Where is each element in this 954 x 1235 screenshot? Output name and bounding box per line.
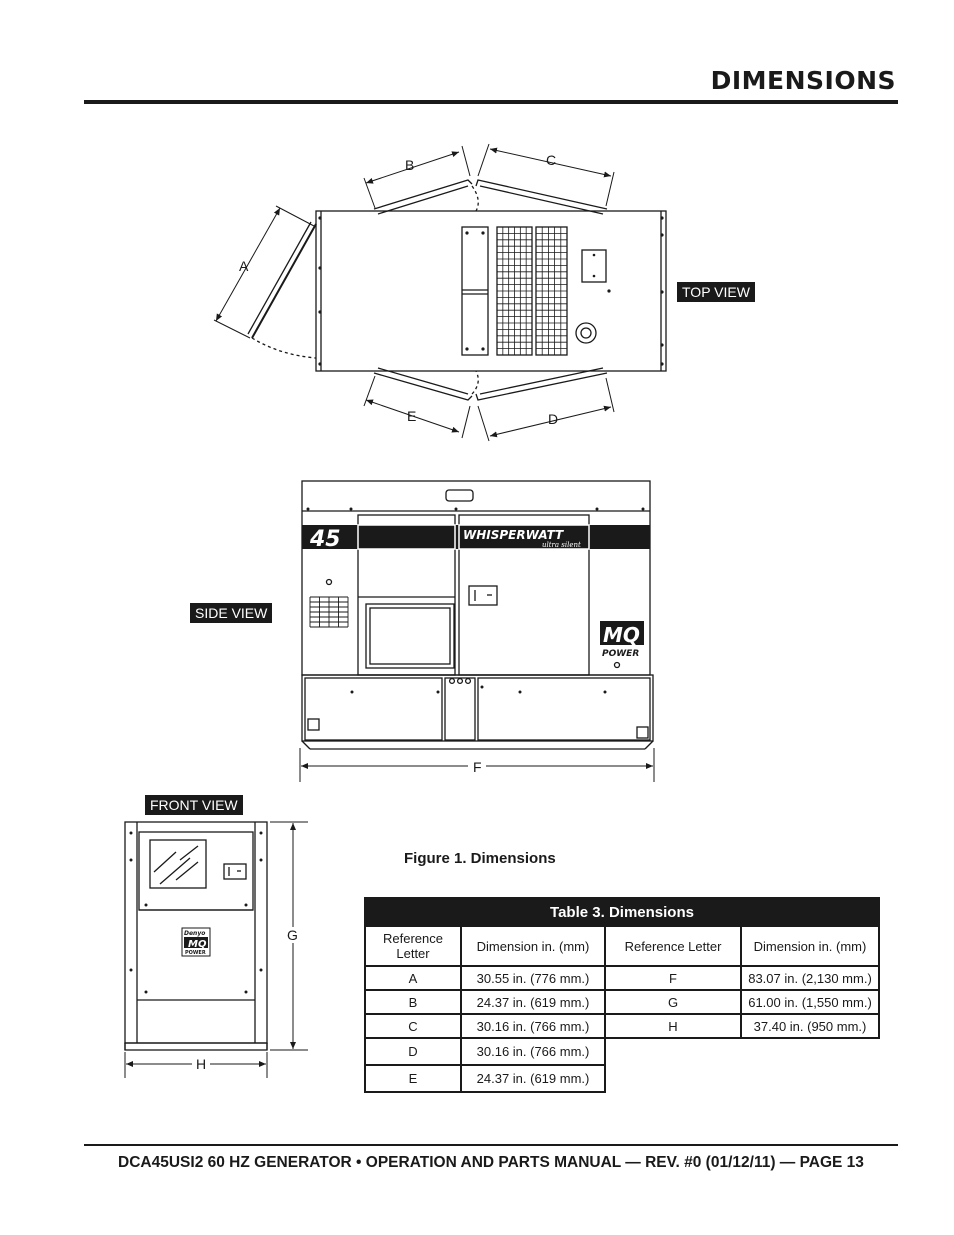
table-header: Dimension in. (mm)	[741, 926, 879, 966]
mq-power-logo	[600, 621, 644, 659]
table-cell: C	[365, 1014, 461, 1038]
page-footer: DCA45USI2 60 HZ GENERATOR • OPERATION AND PARTS MANUAL — REV. #0 (01/12/11) — PAGE 13	[118, 1154, 864, 1171]
letter-d: D	[548, 411, 559, 427]
table-cell: D	[365, 1038, 461, 1065]
page-title: DIMENSIONS	[710, 66, 896, 95]
letter-h: H	[196, 1056, 207, 1072]
table-cell: 30.55 in. (776 mm.)	[461, 966, 605, 990]
letter-e: E	[407, 408, 417, 424]
table-cell: E	[365, 1065, 461, 1092]
svg-text:POWER: POWER	[602, 649, 640, 659]
figure-caption: Figure 1. Dimensions	[404, 850, 556, 867]
table-cell: 83.07 in. (2,130 mm.)	[741, 966, 879, 990]
table-row	[365, 966, 879, 990]
model-badge: 45	[310, 527, 341, 552]
table-cell: B	[365, 990, 461, 1014]
table-header: Reference Letter	[605, 926, 741, 966]
table-cell: 30.16 in. (766 mm.)	[461, 1014, 605, 1038]
table-cell: 37.40 in. (950 mm.)	[741, 1014, 879, 1038]
table-row	[365, 1038, 879, 1065]
svg-text:POWER: POWER	[185, 950, 206, 956]
svg-text:Denyo: Denyo	[184, 930, 206, 937]
table-cell: F	[605, 966, 741, 990]
letter-f: F	[473, 759, 482, 775]
table-header: Reference Letter	[365, 926, 461, 966]
brand-logo: WHISPERWATT	[463, 528, 564, 542]
denyo-mq-logo	[182, 928, 210, 956]
table-cell: 30.16 in. (766 mm.)	[461, 1038, 605, 1065]
table-row	[365, 990, 879, 1014]
table-cell: G	[605, 990, 741, 1014]
letter-b: B	[405, 157, 415, 173]
brand-sub: ultra silent	[542, 541, 581, 549]
svg-text:MQ: MQ	[188, 939, 207, 950]
table-cell: H	[605, 1014, 741, 1038]
table-cell: 61.00 in. (1,550 mm.)	[741, 990, 879, 1014]
dimensions-table	[364, 897, 880, 1093]
svg-text:MQ: MQ	[603, 623, 640, 647]
side-louver	[310, 597, 348, 627]
top-grille-left	[497, 227, 567, 355]
side-view-label: SIDE VIEW	[190, 603, 272, 623]
table-header: Dimension in. (mm)	[461, 926, 605, 966]
footer-rule	[84, 1144, 898, 1146]
side-view-drawing	[302, 481, 653, 749]
table-row	[365, 1014, 879, 1038]
top-view-label: TOP VIEW	[677, 282, 755, 302]
letter-c: C	[546, 152, 557, 168]
table-cell: A	[365, 966, 461, 990]
table-title: Table 3. Dimensions	[365, 898, 879, 926]
table-cell: 24.37 in. (619 mm.)	[461, 990, 605, 1014]
letter-a: A	[239, 258, 249, 274]
letter-g: G	[287, 927, 298, 943]
front-view-label: FRONT VIEW	[145, 795, 243, 815]
top-view-drawing	[248, 180, 666, 400]
table-cell: 24.37 in. (619 mm.)	[461, 1065, 605, 1092]
table-row	[365, 1065, 879, 1092]
